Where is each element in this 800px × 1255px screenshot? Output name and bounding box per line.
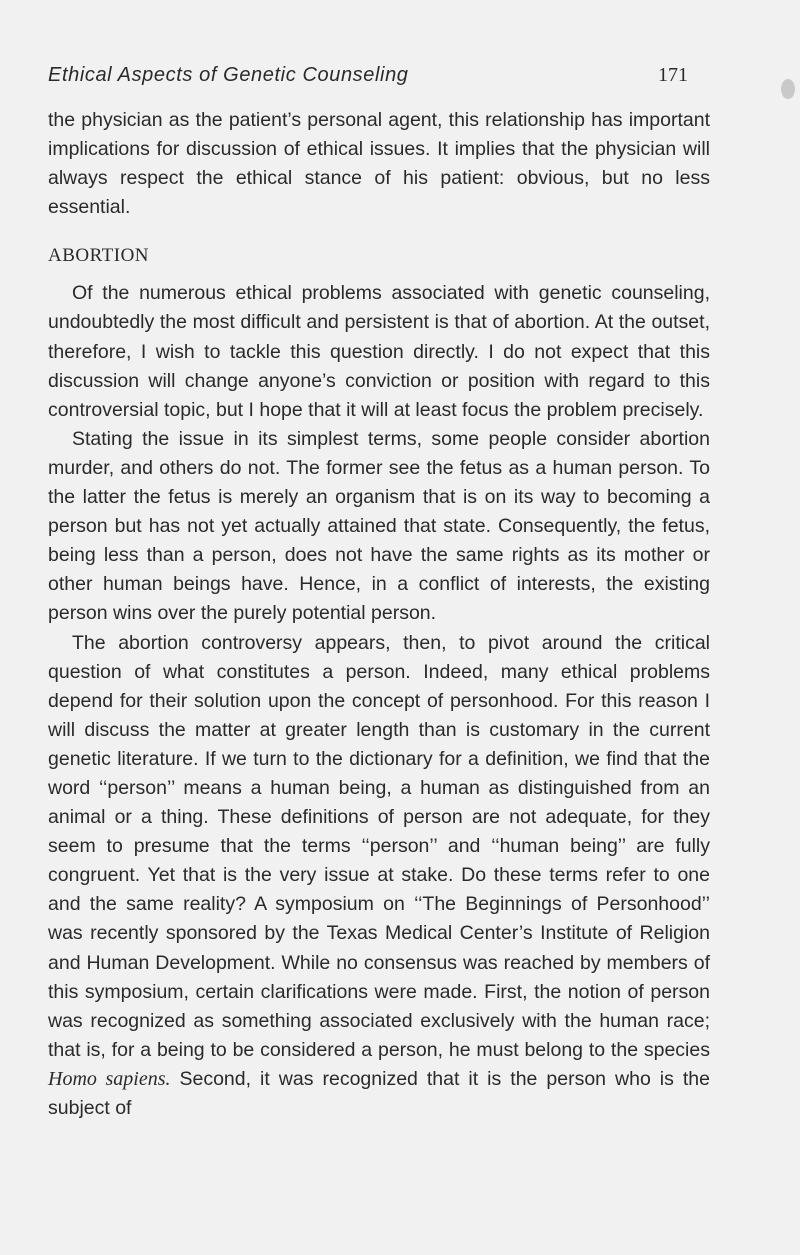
paragraph-3-text-end: Second, it was recognized that it is the person who is the subject of	[48, 1067, 710, 1119]
running-head	[48, 60, 688, 94]
corner-smudge	[781, 79, 795, 99]
species-name-italic: Homo sapiens.	[48, 1067, 171, 1090]
paragraph-3	[48, 629, 710, 1124]
page-number: 171	[658, 64, 688, 86]
running-head-title: Ethical Aspects of Genetic Counseling	[48, 64, 409, 86]
body-text	[48, 106, 710, 1123]
paragraph-continued: the physician as the patient’s personal agent, this relationship has important implications for discussion of ethical issues. It implies that the physician will always respect the ethical stance of his patient: obvious, but no less essential.	[48, 109, 710, 219]
section-heading-abortion: ABORTION	[48, 245, 150, 267]
paragraph-1: Of the numerous ethical problems associated with genetic counseling, undoubtedly the most difficult and persistent is that of abortion. At the outset, therefore, I wish to tackle this question directly. I do not expect that this discussion will change anyone’s conviction or position with regard to this controversial topic, but I hope that it will at least focus the problem precisely.	[48, 282, 710, 421]
paragraph-3-text-start: The abortion controversy appears, then, to pivot around the critical question of what constitutes a person. Indeed, many ethical problems depend for their solution upon the concept of personhood. For this reason I will discuss the matter at greater length than is customary in the current genetic literature. If we turn to the dictionary for a definition, we find that the word ‘‘person’’ means a human being, a human as distinguished from an animal or a thing. These definitions of person are not adequate, for they seem to presume that the terms ‘‘person’’ and ‘‘human being’’ are fully congruent. Yet that is the very issue at stake. Do these terms refer to one and the same reality? A symposium on ‘‘The Beginnings of Personhood’’ was recently sponsored by the Texas Medical Center’s Institute of Religion and Human Development. While no consensus was reached by members of this symposium, certain clarifications were made. First, the notion of person was recognized as something associated exclusively with the human race; that is, for a being to be considered a person, he must belong to the species	[48, 631, 710, 1061]
paragraph-2: Stating the issue in its simplest terms, some people consider abortion murder, and others do not. The former see the fetus as a human person. To the latter the fetus is merely an organism that is on its way to becoming a person but has not yet actually attained that state. Consequently, the fetus, being less than a person, does not have the same rights as its mother or other human beings have. Hence, in a conflict of interests, the existing person wins over the purely potential person.	[48, 427, 710, 625]
